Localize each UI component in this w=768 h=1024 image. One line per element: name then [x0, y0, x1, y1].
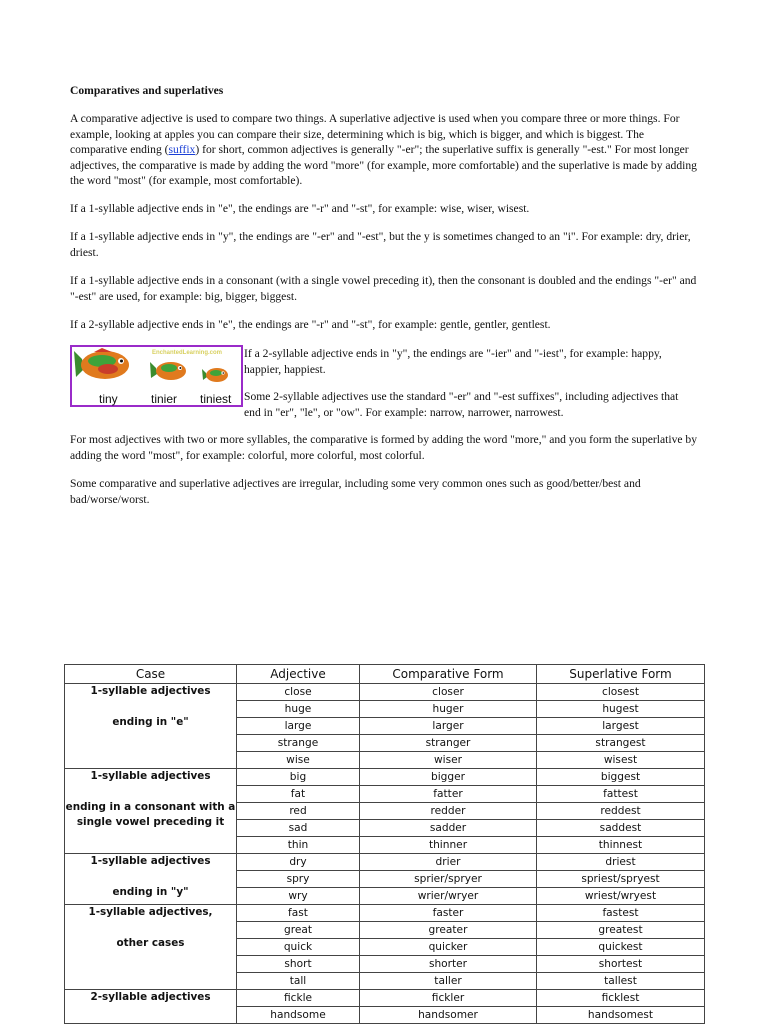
adjective-cell: wise [237, 752, 360, 769]
superlative-cell: handsomest [537, 1007, 705, 1024]
table-row [65, 990, 705, 1007]
fish-label-tiny: tiny [99, 392, 118, 406]
table-row [65, 684, 705, 701]
adjective-cell: tall [237, 973, 360, 990]
superlative-cell: quickest [537, 939, 705, 956]
comparative-cell: greater [360, 922, 537, 939]
comparative-cell: drier [360, 854, 537, 871]
header-comparative: Comparative Form [360, 665, 537, 684]
comparative-cell: sprier/spryer [360, 871, 537, 888]
adjective-cell: dry [237, 854, 360, 871]
adjective-cell: sad [237, 820, 360, 837]
rule-paragraph: If a 1-syllable adjective ends in "e", the endings are "-r" and "-st", for example: wise, wiser, wisest. [70, 202, 530, 215]
comparative-cell: taller [360, 973, 537, 990]
adjective-cell: quick [237, 939, 360, 956]
superlative-cell: shortest [537, 956, 705, 973]
comparative-cell: stranger [360, 735, 537, 752]
comparative-cell: wrier/wryer [360, 888, 537, 905]
comparative-cell: shorter [360, 956, 537, 973]
superlative-cell: strangest [537, 735, 705, 752]
adjective-cell: large [237, 718, 360, 735]
case-label: ending in "e" [112, 716, 189, 728]
adjective-cell: fat [237, 786, 360, 803]
adjective-cell: great [237, 922, 360, 939]
comparative-cell: fickler [360, 990, 537, 1007]
table-header-row [65, 665, 705, 684]
superlative-cell: greatest [537, 922, 705, 939]
superlative-cell: closest [537, 684, 705, 701]
header-case: Case [65, 665, 237, 684]
superlative-cell: saddest [537, 820, 705, 837]
comparative-cell: quicker [360, 939, 537, 956]
superlative-cell: ficklest [537, 990, 705, 1007]
superlative-cell: fastest [537, 905, 705, 922]
case-cell [65, 684, 237, 769]
case-label: ending in "y" [112, 886, 189, 898]
case-spacer [65, 784, 236, 800]
superlative-cell: wriest/wryest [537, 888, 705, 905]
adjective-cell: huge [237, 701, 360, 718]
table-row [65, 854, 705, 871]
comparative-cell: larger [360, 718, 537, 735]
superlative-cell: wisest [537, 752, 705, 769]
fish-size-illustration [70, 345, 243, 407]
superlative-cell: spriest/spryest [537, 871, 705, 888]
case-label: 1-syllable adjectives [90, 855, 211, 867]
case-label: 1-syllable adjectives [90, 770, 211, 782]
fish-label-tiniest: tiniest [200, 392, 232, 406]
fish-icon-small [202, 368, 228, 382]
intro-text-start: A comparative adjective is used to compare two things. A superlative adjective is used when you compare three or more things. For example, looking at apples you can compare their size, determining which is big, which is bigger, and which is biggest. The comparative ending ( [70, 112, 680, 156]
table-row [65, 905, 705, 922]
case-spacer [65, 869, 236, 885]
adjective-cell: handsome [237, 1007, 360, 1024]
adjective-cell: big [237, 769, 360, 786]
rule-paragraph: Some comparative and superlative adjectives are irregular, including some very common ones such as good/better/best and bad/worse/worst. [70, 477, 641, 506]
adjective-cell: fast [237, 905, 360, 922]
rule-paragraph: If a 1-syllable adjective ends in "y", the endings are "-er" and "-est", but the y is sometimes changed to an "i". For example: dry, drier, driest. [70, 230, 691, 259]
comparative-cell: thinner [360, 837, 537, 854]
fish-icon-large [74, 348, 129, 379]
fish-drawing [72, 347, 242, 393]
page-title: Comparatives and superlatives [70, 84, 224, 97]
case-cell [65, 854, 237, 905]
rule-paragraph: For most adjectives with two or more syllables, the comparative is formed by adding the word "more," and you form the superlative by adding the word "most", for example: colorful, more colorful, most colorful. [70, 433, 698, 462]
side-rule-paragraph: If a 2-syllable adjective ends in "y", the endings are "-ier" and "-iest", for example: happy, happier, happiest. [244, 347, 662, 376]
adjective-cell: wry [237, 888, 360, 905]
case-spacer [65, 699, 236, 715]
comparative-cell: handsomer [360, 1007, 537, 1024]
comparative-cell: closer [360, 684, 537, 701]
adjective-cell: spry [237, 871, 360, 888]
case-cell [65, 990, 237, 1024]
image-watermark: EnchantedLearning.com [152, 350, 223, 356]
adjective-forms-table [64, 664, 705, 1024]
comparative-cell: huger [360, 701, 537, 718]
adjective-cell: thin [237, 837, 360, 854]
case-cell [65, 769, 237, 854]
superlative-cell: biggest [537, 769, 705, 786]
side-rule-paragraph: Some 2-syllable adjectives use the standard "-er" and "-est suffixes", including adjectives that end in "er", "le", or "ow". For example: narrow, narrower, narrowest. [244, 390, 679, 419]
intro-text-end: ) for short, common adjectives is generally "-er"; the superlative suffix is generally "-est." For most longer adjectives, the comparative is made by adding the word "more" (for example, more comfortable) and the superlative is made by adding the word "most" (for example, most comfortable). [70, 143, 697, 187]
header-adjective: Adjective [237, 665, 360, 684]
adjective-cell: strange [237, 735, 360, 752]
case-label: other cases [116, 937, 185, 949]
superlative-cell: thinnest [537, 837, 705, 854]
superlative-cell: tallest [537, 973, 705, 990]
superlative-cell: largest [537, 718, 705, 735]
case-cell [65, 905, 237, 990]
rule-paragraph: If a 1-syllable adjective ends in a consonant (with a single vowel preceding it), then the consonant is doubled and the endings "-er" and "-est" are used, for example: big, bigger, biggest. [70, 274, 697, 303]
header-superlative: Superlative Form [537, 665, 705, 684]
fish-label-tinier: tinier [151, 392, 178, 406]
comparative-cell: redder [360, 803, 537, 820]
rule-paragraph: If a 2-syllable adjective ends in "e", the endings are "-r" and "-st", for example: gentle, gentler, gentlest. [70, 318, 551, 331]
superlative-cell: fattest [537, 786, 705, 803]
adjective-cell: fickle [237, 990, 360, 1007]
comparative-cell: sadder [360, 820, 537, 837]
comparative-cell: faster [360, 905, 537, 922]
adjective-cell: short [237, 956, 360, 973]
superlative-cell: driest [537, 854, 705, 871]
adjective-cell: close [237, 684, 360, 701]
superlative-cell: hugest [537, 701, 705, 718]
case-spacer [65, 920, 236, 936]
table-body [65, 684, 705, 1024]
table-row [65, 769, 705, 786]
fish-icon-medium [150, 362, 186, 380]
comparative-cell: wiser [360, 752, 537, 769]
adjective-cell: red [237, 803, 360, 820]
superlative-cell: reddest [537, 803, 705, 820]
comparative-cell: fatter [360, 786, 537, 803]
case-label: 1-syllable adjectives [90, 685, 211, 697]
case-label: ending in a consonant with a single vowel preceding it [65, 801, 236, 828]
intro-paragraph [70, 111, 700, 189]
suffix-link[interactable]: suffix [168, 143, 196, 156]
comparative-cell: bigger [360, 769, 537, 786]
case-label: 2-syllable adjectives [90, 991, 211, 1003]
case-label: 1-syllable adjectives, [88, 906, 213, 918]
